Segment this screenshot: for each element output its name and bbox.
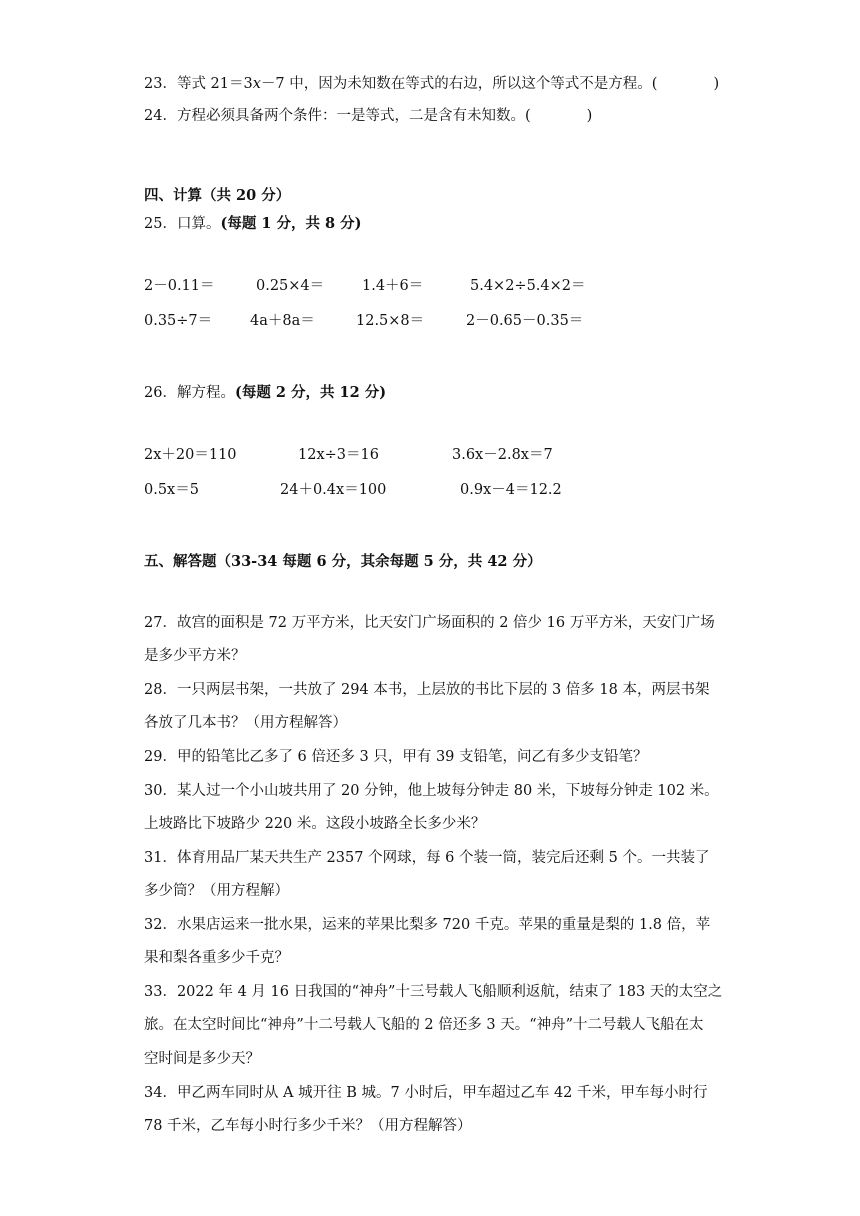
problem-34-line-1: 34．甲乙两车同时从 A 城开往 B 城。7 小时后，甲车超过乙车 42 千米，甲车每小时行	[144, 1085, 708, 1101]
problem-32-line-2: 果和梨各重多少千克？	[144, 950, 289, 966]
problem-34-line-2: 78 千米，乙车每小时行多少千米？（用方程解答）	[144, 1118, 472, 1134]
problem-33-line-2: 旅。在太空时间比“神舟”十二号载人飞船的 2 倍还多 3 天。“神舟”十二号载人飞船在太	[144, 1017, 704, 1033]
equation-row	[144, 445, 744, 465]
question-23: 23．等式 21＝3x－7 中，因为未知数在等式的右边，所以这个等式不是方程。( )	[144, 76, 720, 92]
problem-29-line-1: 29．甲的铅笔比乙多了 6 倍还多 3 只，甲有 39 支铅笔，问乙有多少支铅笔？	[144, 749, 648, 765]
equation-item: 24＋0.4x＝100	[280, 482, 387, 498]
oral-row	[144, 276, 744, 296]
section-heading: 四、计算（共 20 分）	[144, 187, 291, 204]
oral-item: 5.4×2÷5.4×2＝	[470, 278, 586, 294]
equation-item: 0.9x－4＝12.2	[460, 482, 562, 498]
equation-item: 3.6x－2.8x＝7	[452, 447, 553, 463]
section-heading: 五、解答题（33-34 每题 6 分，其余每题 5 分，共 42 分）	[144, 553, 542, 570]
oral-item: 2－0.11＝	[144, 278, 215, 294]
question-24: 24．方程必须具备两个条件：一是等式，二是含有未知数。( )	[144, 108, 593, 124]
oral-item: 4a＋8a＝	[250, 313, 315, 329]
oral-row	[144, 311, 744, 331]
equation-item: 2x＋20＝110	[144, 447, 237, 463]
problem-30-line-2: 上坡路比下坡路少 220 米。这段小坡路全长多少米？	[144, 816, 486, 832]
equation-item: 0.5x＝5	[144, 482, 199, 498]
oral-item: 2－0.65－0.35＝	[466, 313, 584, 329]
problem-27-line-1: 27．故宫的面积是 72 万平方米，比天安门广场面积的 2 倍少 16 万平方米，天安门广场	[144, 615, 715, 631]
problem-31-line-1: 31．体育用品厂某天共生产 2357 个网球，每 6 个装一筒，装完后还剩 5 个。一共装了	[144, 850, 710, 866]
problem-31-line-2: 多少筒？（用方程解）	[144, 883, 289, 899]
problem-32-line-1: 32．水果店运来一批水果，运来的苹果比梨多 720 千克。苹果的重量是梨的 1.8 倍，苹	[144, 917, 711, 933]
problem-30-line-1: 30．某人过一个小山坡共用了 20 分钟，他上坡每分钟走 80 米，下坡每分钟走 102 米。	[144, 783, 719, 799]
question-26: 26．解方程。(每题 2 分，共 12 分)	[144, 384, 387, 401]
problem-28-line-1: 28．一只两层书架，一共放了 294 本书，上层放的书比下层的 3 倍多 18 本，两层书架	[144, 682, 710, 698]
problem-33-line-3: 空时间是多少天？	[144, 1051, 260, 1067]
problem-28-line-2: 各放了几本书？（用方程解答）	[144, 715, 347, 731]
problem-33-line-1: 33．2022 年 4 月 16 日我国的“神舟”十三号载人飞船顺利返航，结束了 183 天的太空之	[144, 984, 723, 1000]
equation-row	[144, 480, 744, 500]
oral-item: 1.4＋6＝	[362, 278, 424, 294]
oral-item: 0.35÷7＝	[144, 313, 213, 329]
problem-27-line-2: 是多少平方米？	[144, 648, 246, 664]
equation-item: 12x÷3＝16	[298, 447, 379, 463]
oral-item: 0.25×4＝	[256, 278, 325, 294]
oral-item: 12.5×8＝	[356, 313, 425, 329]
question-25: 25．口算。(每题 1 分，共 8 分)	[144, 215, 362, 232]
